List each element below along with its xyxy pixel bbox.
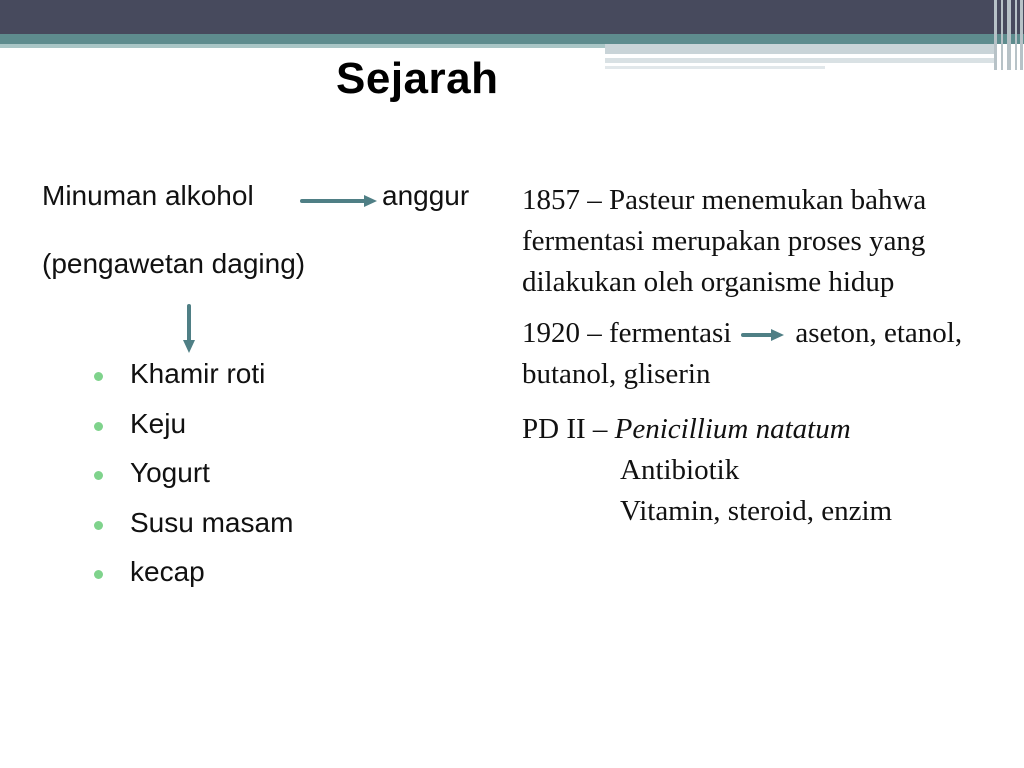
grape-label: anggur [382,180,470,211]
header-teal-stripe [0,34,1024,44]
slide-title: Sejarah [336,54,499,103]
alcohol-line [42,180,470,212]
bullet-icon [94,570,103,579]
bullet-icon [94,521,103,530]
list-item: Yogurt [92,457,293,507]
pasteur-paragraph: 1857 – Pasteur menemukan bahwa fermentasi merupakan proses yang dilakukan oleh organisme hidup [522,184,927,298]
fermentation-1920-paragraph [522,313,992,395]
header-grey-stripe [605,44,995,54]
header-grey-stripe-3 [605,66,825,69]
antibiotic-label: Antibiotik [620,454,740,486]
right-column [522,180,992,542]
list-item: Khamir roti [92,358,293,408]
header-bar [0,0,1024,34]
bullet-icon [94,422,103,431]
list-item: Susu masam [92,507,293,557]
meat-preservation-label: (pengawetan daging) [42,248,306,279]
bullet-icon [94,372,103,381]
ww2-prefix: PD II – [522,413,615,445]
fermentation-products: aseton, etanol, butanol, gliserin [522,317,963,390]
ww2-paragraph [522,409,992,532]
header-grey-stripe-2 [605,58,995,63]
header-teal-thin-stripe [0,44,605,48]
arrow-down-icon [182,304,196,354]
list-item: kecap [92,556,293,606]
alcohol-label: Minuman alkohol [42,180,254,211]
arrow-right-icon [741,328,785,342]
product-list [92,358,293,606]
bullet-icon [94,471,103,480]
species-name: Penicillium natatum [614,413,851,445]
header-vertical-stripes [992,0,1024,70]
list-item: Keju [92,408,293,458]
fermentation-label: 1920 – fermentasi [522,317,732,349]
arrow-right-icon [300,194,378,208]
vitamin-label: Vitamin, steroid, enzim [620,495,893,527]
